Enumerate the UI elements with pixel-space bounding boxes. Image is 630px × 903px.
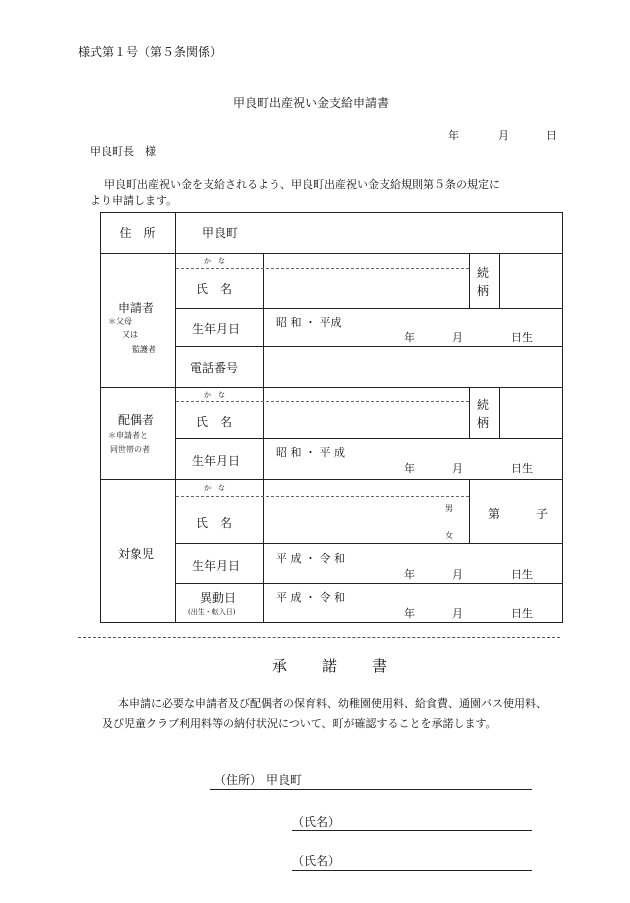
row-separator-spouse (100, 479, 563, 480)
application-table (100, 212, 563, 623)
consent-name-line-2[interactable] (292, 870, 532, 871)
child-change-day: 日生 (511, 607, 533, 620)
intro-line-2: より申請します。 (90, 194, 178, 207)
spouse-note-same: ＊申請者と (108, 431, 148, 440)
child-order-left (469, 479, 470, 543)
applicant-relation-left (469, 253, 470, 308)
spouse-relation-char-1: 続 (477, 398, 490, 412)
applicant-dob-month: 月 (452, 331, 463, 344)
spouse-dob-era[interactable]: 昭 和 ・ 平 成 (276, 446, 345, 459)
spouse-relation-char-2: 柄 (477, 416, 490, 430)
child-dob-month: 月 (452, 568, 463, 581)
child-change-date-note: (出生・転入日) (188, 608, 236, 616)
spouse-dob-day: 日生 (511, 462, 533, 475)
address-label: 住 所 (119, 226, 156, 240)
child-change-month: 月 (452, 607, 463, 620)
date-month-label: 月 (498, 129, 509, 142)
applicant-group-label: 申請者 (118, 301, 155, 315)
applicant-name-label: 氏 名 (196, 282, 233, 296)
table-border-right (562, 212, 563, 623)
child-sex-male[interactable]: 男 (445, 504, 453, 513)
applicant-dob-year: 年 (404, 331, 415, 344)
spouse-name-label: 氏 名 (196, 415, 233, 429)
cut-line-divider (78, 637, 560, 638)
child-change-era[interactable]: 平 成 ・ 令 和 (276, 591, 345, 604)
form-number: 様式第１号（第５条関係） (78, 45, 223, 59)
spouse-kana-divider (176, 401, 469, 402)
applicant-kana-divider (176, 268, 469, 269)
applicant-note-or: 又は (122, 330, 138, 339)
child-group-label: 対象児 (118, 547, 155, 561)
table-border-bottom (100, 622, 563, 623)
consent-address-label: （住所） (214, 773, 263, 787)
applicant-dob-era[interactable]: 昭 和 ・ 平成 (276, 316, 342, 329)
addressee: 甲良町長 様 (90, 145, 156, 158)
applicant-kana-label: か な (204, 257, 225, 265)
applicant-phone-label: 電話番号 (190, 361, 239, 375)
applicant-relation-char-2: 柄 (477, 284, 490, 298)
child-kana-divider (176, 496, 469, 497)
applicant-dob-day: 日生 (511, 331, 533, 344)
spouse-relation-right (499, 387, 500, 438)
applicant-relation-char-1: 続 (477, 266, 490, 280)
spouse-kana-label: か な (204, 391, 225, 399)
consent-title: 承 諾 書 (272, 657, 398, 675)
date-day-label: 日 (546, 129, 557, 142)
consent-address-value[interactable]: 甲良町 (266, 773, 303, 787)
applicant-note-guardian: 監護者 (132, 345, 156, 354)
child-sex-female[interactable]: 女 (445, 531, 453, 540)
child-change-year: 年 (404, 607, 415, 620)
spouse-relation-left (469, 387, 470, 438)
applicant-dob-label: 生年月日 (192, 322, 241, 336)
child-name-bottom (176, 543, 563, 544)
child-dob-day: 日生 (511, 568, 533, 581)
applicant-dob-bottom (176, 346, 563, 347)
child-order-ko: 子 (536, 507, 549, 521)
child-dob-year: 年 (404, 568, 415, 581)
spouse-name-bottom (176, 438, 563, 439)
child-kana-label: か な (204, 484, 225, 492)
label-column-separator (175, 212, 176, 623)
child-name-label: 氏 名 (196, 516, 233, 530)
consent-name-label-2: （氏名） (292, 854, 341, 868)
spouse-dob-month: 月 (452, 462, 463, 475)
consent-name-line-1[interactable] (292, 830, 532, 831)
consent-name-label-1: （氏名） (292, 815, 341, 829)
child-change-date-label: 異動日 (200, 591, 237, 605)
applicant-name-bottom (176, 308, 563, 309)
spouse-note-household: 同世帯の者 (110, 445, 150, 454)
intro-line-1: 甲良町出産祝い金を支給されるよう、甲良町出産祝い金支給規則第５条の規定に (104, 178, 500, 191)
address-value[interactable]: 甲良町 (202, 226, 239, 240)
applicant-relation-right (499, 253, 500, 308)
consent-address-line (210, 789, 532, 790)
table-border-left (100, 212, 101, 623)
consent-line-1: 本申請に必要な申請者及び配偶者の保育料、幼稚園使用料、給食費、通園バス使用料、 (118, 697, 547, 710)
consent-line-2: 及び児童クラブ利用料等の納付状況について、町が確認することを承諾します。 (102, 717, 497, 730)
child-dob-label: 生年月日 (192, 559, 241, 573)
child-dob-era[interactable]: 平 成 ・ 令 和 (276, 552, 345, 565)
row-separator-address (100, 253, 563, 254)
document-title: 甲良町出産祝い金支給申請書 (233, 96, 390, 110)
child-dob-bottom (176, 583, 563, 584)
applicant-note-parent: ＊父母 (108, 317, 132, 326)
spouse-dob-year: 年 (404, 462, 415, 475)
spouse-group-label: 配偶者 (118, 413, 155, 427)
child-order-dai: 第 (488, 507, 501, 521)
spouse-dob-label: 生年月日 (192, 454, 241, 468)
row-separator-applicant (100, 387, 563, 388)
date-year-label: 年 (448, 129, 459, 142)
